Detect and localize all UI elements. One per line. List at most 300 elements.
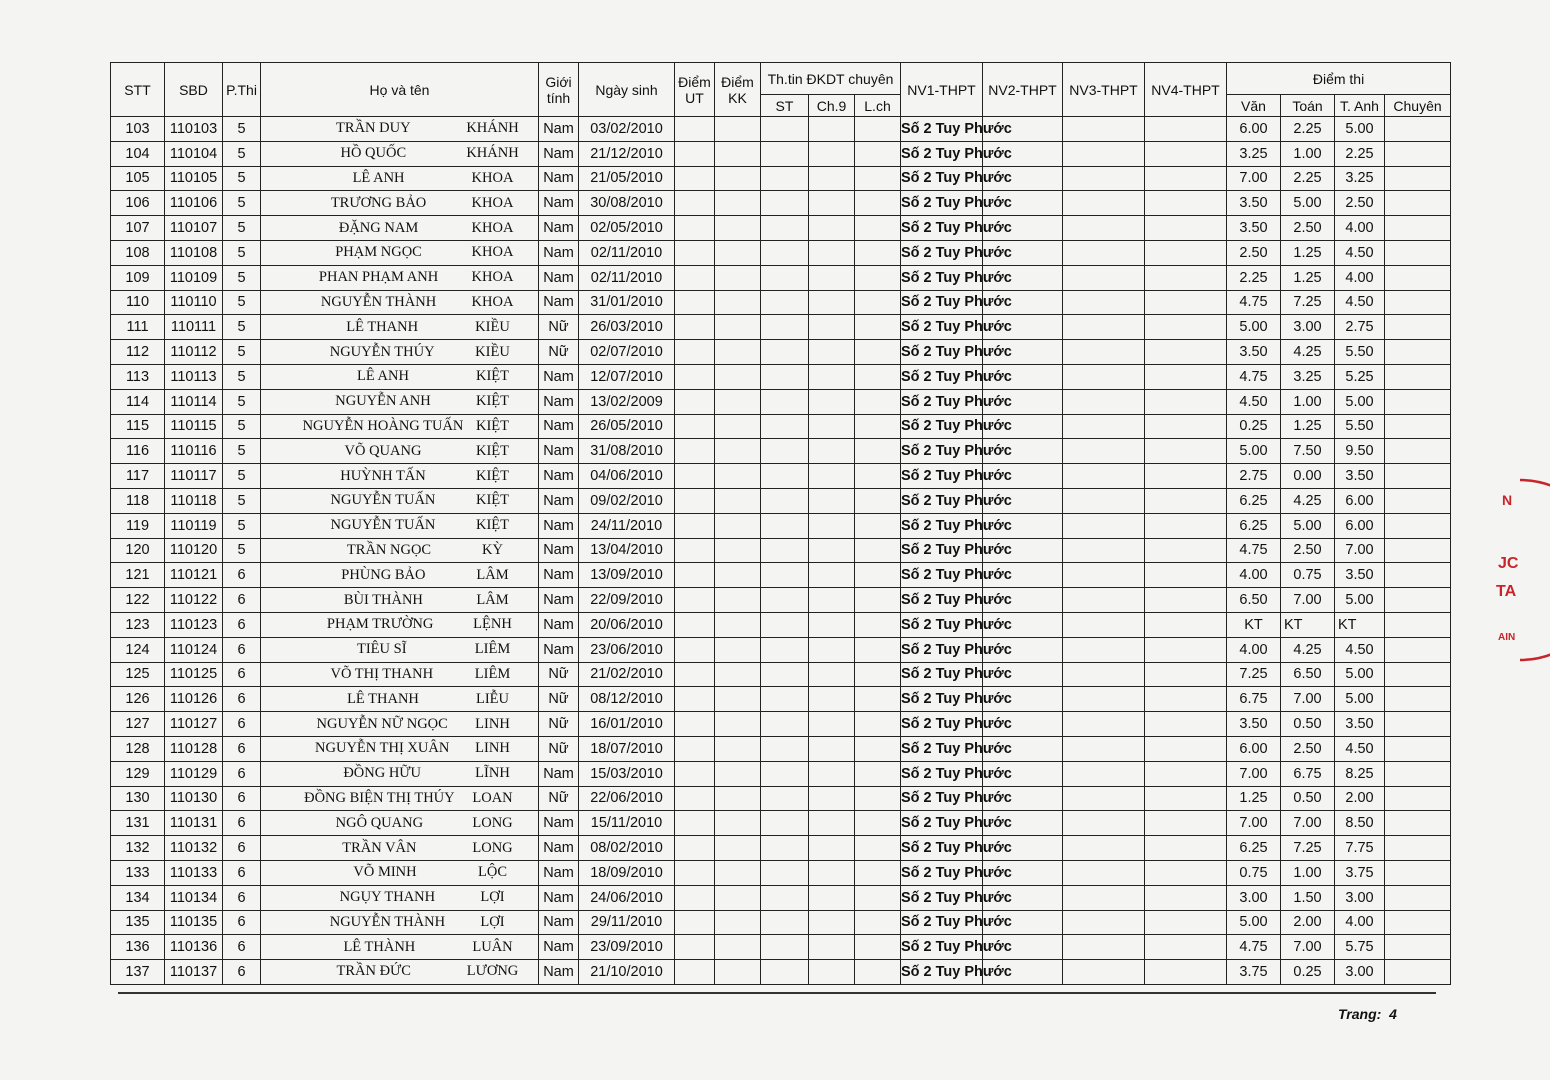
cell-nv4 (1145, 290, 1227, 315)
cell-ten: LIÊM (474, 665, 511, 682)
cell-toan: 3.25 (1281, 364, 1335, 389)
cell-pthi: 6 (223, 811, 261, 836)
cell-van: 2.25 (1227, 265, 1281, 290)
cell-chuyen (1385, 464, 1451, 489)
cell-ten: KỲ (482, 541, 503, 558)
cell-stt: 128 (111, 736, 165, 761)
table-row (111, 910, 1451, 935)
cell-sbd: 110115 (165, 414, 223, 439)
cell-ngaysinh: 18/07/2010 (579, 736, 675, 761)
cell-ten: LIÊM (474, 641, 511, 658)
header-ngaysinh: Ngày sinh (579, 63, 675, 117)
cell-stt: 116 (111, 439, 165, 464)
cell-toan: 0.75 (1281, 563, 1335, 588)
cell-ten: KHOA (471, 244, 514, 261)
cell-nv1: Số 2 Tuy Phước (901, 340, 983, 365)
cell-diemut (675, 488, 715, 513)
cell-ch9 (809, 414, 855, 439)
cell-nv1: Số 2 Tuy Phước (901, 117, 983, 142)
cell-diemkk (715, 538, 761, 563)
cell-van: 3.50 (1227, 191, 1281, 216)
cell-sbd: 110137 (165, 960, 223, 985)
cell-lch (855, 265, 901, 290)
cell-ngaysinh: 24/11/2010 (579, 513, 675, 538)
cell-ch9 (809, 315, 855, 340)
header-sbd: SBD (165, 63, 223, 117)
cell-gioitinh: Nam (539, 612, 579, 637)
cell-lch (855, 513, 901, 538)
cell-stt: 110 (111, 290, 165, 315)
cell-van: 6.25 (1227, 488, 1281, 513)
table-row (111, 612, 1451, 637)
cell-tanh: 7.75 (1335, 836, 1385, 861)
cell-nv3 (1063, 563, 1145, 588)
cell-pthi: 5 (223, 166, 261, 191)
cell-toan: 2.50 (1281, 736, 1335, 761)
cell-tanh: 3.50 (1335, 464, 1385, 489)
cell-nv3 (1063, 439, 1145, 464)
cell-ngaysinh: 09/02/2010 (579, 488, 675, 513)
cell-ten: LĨNH (475, 765, 510, 782)
cell-pthi: 5 (223, 488, 261, 513)
cell-van: 0.75 (1227, 860, 1281, 885)
cell-lch (855, 662, 901, 687)
cell-diemkk (715, 935, 761, 960)
cell-nv3 (1063, 885, 1145, 910)
cell-nv3 (1063, 513, 1145, 538)
cell-lch (855, 464, 901, 489)
cell-van: 4.75 (1227, 364, 1281, 389)
cell-toan: 7.25 (1281, 290, 1335, 315)
cell-ten: LINH (475, 740, 510, 757)
cell-sbd: 110106 (165, 191, 223, 216)
cell-ten: KIỆT (475, 417, 509, 434)
table-row (111, 935, 1451, 960)
cell-chuyen (1385, 364, 1451, 389)
cell-van: 1.25 (1227, 786, 1281, 811)
cell-st (761, 960, 809, 985)
cell-hoten (261, 340, 539, 365)
header-thtin: Th.tin ĐKDT chuyên (761, 63, 901, 95)
cell-st (761, 439, 809, 464)
cell-lch (855, 240, 901, 265)
cell-van: 4.50 (1227, 389, 1281, 414)
cell-diemut (675, 612, 715, 637)
cell-nv3 (1063, 960, 1145, 985)
cell-stt: 115 (111, 414, 165, 439)
cell-st (761, 290, 809, 315)
cell-nv1: Số 2 Tuy Phước (901, 216, 983, 241)
cell-van: 7.00 (1227, 811, 1281, 836)
cell-sbd: 110124 (165, 637, 223, 662)
header-tanh: T. Anh (1335, 95, 1385, 117)
cell-diemut (675, 885, 715, 910)
cell-chuyen (1385, 836, 1451, 861)
cell-toan: 1.00 (1281, 389, 1335, 414)
header-nv2: NV2-THPT (983, 63, 1063, 117)
cell-lch (855, 687, 901, 712)
table-row (111, 687, 1451, 712)
cell-gioitinh: Nam (539, 761, 579, 786)
cell-pthi: 5 (223, 240, 261, 265)
cell-ch9 (809, 240, 855, 265)
cell-ch9 (809, 637, 855, 662)
cell-sbd: 110108 (165, 240, 223, 265)
cell-nv3 (1063, 860, 1145, 885)
table-row (111, 117, 1451, 142)
cell-gioitinh: Nam (539, 637, 579, 662)
cell-lch (855, 885, 901, 910)
cell-toan: 1.00 (1281, 141, 1335, 166)
cell-st (761, 464, 809, 489)
cell-gioitinh: Nam (539, 588, 579, 613)
cell-stt: 120 (111, 538, 165, 563)
cell-nv3 (1063, 315, 1145, 340)
cell-sbd: 110111 (165, 315, 223, 340)
cell-sbd: 110123 (165, 612, 223, 637)
cell-van: 3.25 (1227, 141, 1281, 166)
cell-diemut (675, 910, 715, 935)
cell-lch (855, 736, 901, 761)
cell-ho: HỒ QUỐC (340, 145, 407, 162)
cell-st (761, 786, 809, 811)
cell-van: 4.75 (1227, 290, 1281, 315)
cell-pthi: 5 (223, 538, 261, 563)
cell-ngaysinh: 08/02/2010 (579, 836, 675, 861)
cell-ch9 (809, 761, 855, 786)
cell-nv4 (1145, 662, 1227, 687)
cell-hoten (261, 761, 539, 786)
cell-sbd: 110126 (165, 687, 223, 712)
cell-toan: 1.25 (1281, 265, 1335, 290)
cell-hoten (261, 960, 539, 985)
cell-toan: 2.00 (1281, 910, 1335, 935)
cell-nv3 (1063, 488, 1145, 513)
cell-nv4 (1145, 488, 1227, 513)
cell-ch9 (809, 488, 855, 513)
cell-ch9 (809, 662, 855, 687)
cell-nv3 (1063, 761, 1145, 786)
cell-gioitinh: Nam (539, 836, 579, 861)
cell-ch9 (809, 910, 855, 935)
cell-ch9 (809, 364, 855, 389)
cell-nv4 (1145, 935, 1227, 960)
cell-tanh: 4.50 (1335, 240, 1385, 265)
cell-chuyen (1385, 811, 1451, 836)
cell-hoten (261, 563, 539, 588)
cell-pthi: 5 (223, 141, 261, 166)
cell-nv3 (1063, 166, 1145, 191)
cell-gioitinh: Nam (539, 563, 579, 588)
cell-nv3 (1063, 414, 1145, 439)
cell-pthi: 5 (223, 364, 261, 389)
cell-van: 3.00 (1227, 885, 1281, 910)
cell-pthi: 6 (223, 761, 261, 786)
cell-nv4 (1145, 860, 1227, 885)
cell-sbd: 110119 (165, 513, 223, 538)
cell-pthi: 5 (223, 464, 261, 489)
cell-diemkk (715, 563, 761, 588)
cell-nv4 (1145, 364, 1227, 389)
cell-lch (855, 612, 901, 637)
cell-ch9 (809, 836, 855, 861)
header-diemut (675, 63, 715, 117)
cell-chuyen (1385, 389, 1451, 414)
cell-nv3 (1063, 117, 1145, 142)
table-row (111, 736, 1451, 761)
cell-lch (855, 563, 901, 588)
cell-sbd: 110104 (165, 141, 223, 166)
cell-stt: 118 (111, 488, 165, 513)
cell-gioitinh: Nam (539, 960, 579, 985)
cell-st (761, 315, 809, 340)
cell-hoten (261, 811, 539, 836)
cell-diemkk (715, 910, 761, 935)
cell-diemkk (715, 414, 761, 439)
cell-tanh: 5.25 (1335, 364, 1385, 389)
cell-diemut (675, 563, 715, 588)
cell-sbd: 110120 (165, 538, 223, 563)
cell-stt: 131 (111, 811, 165, 836)
cell-nv1: Số 2 Tuy Phước (901, 662, 983, 687)
cell-nv4 (1145, 885, 1227, 910)
cell-nv1: Số 2 Tuy Phước (901, 935, 983, 960)
cell-van: 2.75 (1227, 464, 1281, 489)
cell-tanh: 5.00 (1335, 389, 1385, 414)
cell-lch (855, 488, 901, 513)
cell-nv1: Số 2 Tuy Phước (901, 414, 983, 439)
cell-diemkk (715, 860, 761, 885)
cell-pthi: 5 (223, 216, 261, 241)
cell-ho: TRẦN DUY (336, 120, 411, 137)
cell-lch (855, 935, 901, 960)
cell-ten: LỘC (478, 864, 507, 881)
cell-chuyen (1385, 513, 1451, 538)
cell-sbd: 110133 (165, 860, 223, 885)
cell-gioitinh: Nữ (539, 786, 579, 811)
cell-ngaysinh: 29/11/2010 (579, 910, 675, 935)
cell-ch9 (809, 265, 855, 290)
cell-lch (855, 389, 901, 414)
header-diemkk-line2: KK (728, 89, 747, 106)
cell-chuyen (1385, 637, 1451, 662)
cell-stt: 106 (111, 191, 165, 216)
cell-van: 6.25 (1227, 836, 1281, 861)
cell-pthi: 5 (223, 439, 261, 464)
page-number (1338, 1006, 1397, 1022)
table-row (111, 488, 1451, 513)
cell-ho: NGUYỄN THỊ XUÂN (315, 740, 450, 757)
cell-sbd: 110135 (165, 910, 223, 935)
cell-diemut (675, 464, 715, 489)
cell-diemkk (715, 736, 761, 761)
cell-toan: 5.00 (1281, 513, 1335, 538)
cell-nv1: Số 2 Tuy Phước (901, 315, 983, 340)
cell-gioitinh: Nam (539, 290, 579, 315)
cell-diemut (675, 836, 715, 861)
cell-van: 7.00 (1227, 166, 1281, 191)
cell-diemkk (715, 364, 761, 389)
cell-ngaysinh: 24/06/2010 (579, 885, 675, 910)
cell-tanh: 3.00 (1335, 885, 1385, 910)
cell-ngaysinh: 23/09/2010 (579, 935, 675, 960)
cell-ten: KIỀU (475, 318, 510, 335)
bottom-rule (118, 992, 1436, 994)
cell-sbd: 110136 (165, 935, 223, 960)
cell-stt: 129 (111, 761, 165, 786)
cell-pthi: 5 (223, 340, 261, 365)
cell-st (761, 588, 809, 613)
cell-lch (855, 588, 901, 613)
cell-ngaysinh: 02/05/2010 (579, 216, 675, 241)
cell-stt: 103 (111, 117, 165, 142)
cell-ten: KIỆT (475, 492, 509, 509)
cell-chuyen (1385, 488, 1451, 513)
cell-ho: HUỲNH TẤN (340, 467, 426, 484)
cell-stt: 107 (111, 216, 165, 241)
cell-ch9 (809, 290, 855, 315)
cell-nv1: Số 2 Tuy Phước (901, 439, 983, 464)
cell-ho: ĐỒNG HỮU (343, 765, 422, 782)
cell-tanh: 8.50 (1335, 811, 1385, 836)
cell-stt: 136 (111, 935, 165, 960)
cell-sbd: 110132 (165, 836, 223, 861)
table-row (111, 513, 1451, 538)
cell-hoten (261, 290, 539, 315)
cell-ch9 (809, 736, 855, 761)
cell-ho: VÕ THỊ THANH (330, 665, 434, 682)
cell-nv4 (1145, 811, 1227, 836)
cell-ch9 (809, 513, 855, 538)
cell-tanh: 6.00 (1335, 488, 1385, 513)
cell-stt: 109 (111, 265, 165, 290)
cell-st (761, 166, 809, 191)
cell-pthi: 5 (223, 117, 261, 142)
table-row (111, 662, 1451, 687)
cell-ho: TIÊU SĨ (357, 641, 407, 658)
cell-diemkk (715, 811, 761, 836)
cell-lch (855, 315, 901, 340)
table-row (111, 538, 1451, 563)
header-pthi: P.Thi (223, 63, 261, 117)
cell-toan: 1.25 (1281, 240, 1335, 265)
cell-ch9 (809, 166, 855, 191)
cell-st (761, 687, 809, 712)
cell-ngaysinh: 13/02/2009 (579, 389, 675, 414)
cell-toan: 5.00 (1281, 191, 1335, 216)
cell-toan: 3.00 (1281, 315, 1335, 340)
cell-nv4 (1145, 736, 1227, 761)
cell-nv1: Số 2 Tuy Phước (901, 191, 983, 216)
cell-chuyen (1385, 736, 1451, 761)
cell-stt: 119 (111, 513, 165, 538)
cell-sbd: 110113 (165, 364, 223, 389)
svg-text:AIN: AIN (1498, 632, 1516, 643)
cell-pthi: 6 (223, 910, 261, 935)
cell-ch9 (809, 464, 855, 489)
cell-st (761, 216, 809, 241)
header-gioitinh-line2: tính (546, 89, 571, 106)
cell-hoten (261, 736, 539, 761)
cell-lch (855, 191, 901, 216)
cell-nv4 (1145, 513, 1227, 538)
cell-van: 6.50 (1227, 588, 1281, 613)
cell-nv4 (1145, 240, 1227, 265)
cell-nv3 (1063, 364, 1145, 389)
cell-tanh: 8.25 (1335, 761, 1385, 786)
cell-ngaysinh: 08/12/2010 (579, 687, 675, 712)
cell-ngaysinh: 13/04/2010 (579, 538, 675, 563)
cell-nv1: Số 2 Tuy Phước (901, 960, 983, 985)
cell-gioitinh: Nam (539, 488, 579, 513)
cell-ngaysinh: 31/01/2010 (579, 290, 675, 315)
cell-ngaysinh: 13/09/2010 (579, 563, 675, 588)
cell-ho: VÕ QUANG (344, 442, 422, 459)
cell-hoten (261, 315, 539, 340)
cell-st (761, 563, 809, 588)
cell-diemut (675, 389, 715, 414)
cell-lch (855, 860, 901, 885)
cell-chuyen (1385, 563, 1451, 588)
header-diemkk-line1: Điểm (721, 73, 754, 90)
cell-nv4 (1145, 786, 1227, 811)
cell-gioitinh: Nam (539, 910, 579, 935)
cell-st (761, 538, 809, 563)
cell-toan: 7.25 (1281, 836, 1335, 861)
cell-chuyen (1385, 538, 1451, 563)
cell-toan: 2.25 (1281, 117, 1335, 142)
cell-lch (855, 216, 901, 241)
header-van: Văn (1227, 95, 1281, 117)
cell-diemut (675, 662, 715, 687)
cell-nv4 (1145, 836, 1227, 861)
cell-toan: 0.50 (1281, 712, 1335, 737)
cell-gioitinh: Nam (539, 885, 579, 910)
cell-sbd: 110122 (165, 588, 223, 613)
cell-tanh: 4.50 (1335, 736, 1385, 761)
cell-chuyen (1385, 414, 1451, 439)
cell-stt: 126 (111, 687, 165, 712)
cell-nv3 (1063, 588, 1145, 613)
cell-gioitinh: Nam (539, 414, 579, 439)
cell-st (761, 761, 809, 786)
cell-nv1: Số 2 Tuy Phước (901, 265, 983, 290)
cell-lch (855, 340, 901, 365)
cell-st (761, 910, 809, 935)
cell-chuyen (1385, 687, 1451, 712)
cell-nv1: Số 2 Tuy Phước (901, 687, 983, 712)
cell-diemkk (715, 191, 761, 216)
cell-sbd: 110128 (165, 736, 223, 761)
cell-pthi: 6 (223, 637, 261, 662)
cell-toan: 4.25 (1281, 488, 1335, 513)
cell-diemut (675, 117, 715, 142)
cell-st (761, 191, 809, 216)
cell-tanh: 5.00 (1335, 687, 1385, 712)
cell-ch9 (809, 712, 855, 737)
table-row (111, 364, 1451, 389)
cell-tanh: 5.50 (1335, 340, 1385, 365)
cell-nv4 (1145, 216, 1227, 241)
cell-hoten (261, 117, 539, 142)
cell-nv3 (1063, 216, 1145, 241)
cell-ho: NGUYỄN THÀNH (320, 293, 437, 310)
cell-tanh: 2.75 (1335, 315, 1385, 340)
cell-van: 5.00 (1227, 910, 1281, 935)
cell-ho: VÕ MINH (353, 864, 417, 881)
cell-pthi: 6 (223, 736, 261, 761)
cell-ten: LỆNH (473, 616, 512, 633)
